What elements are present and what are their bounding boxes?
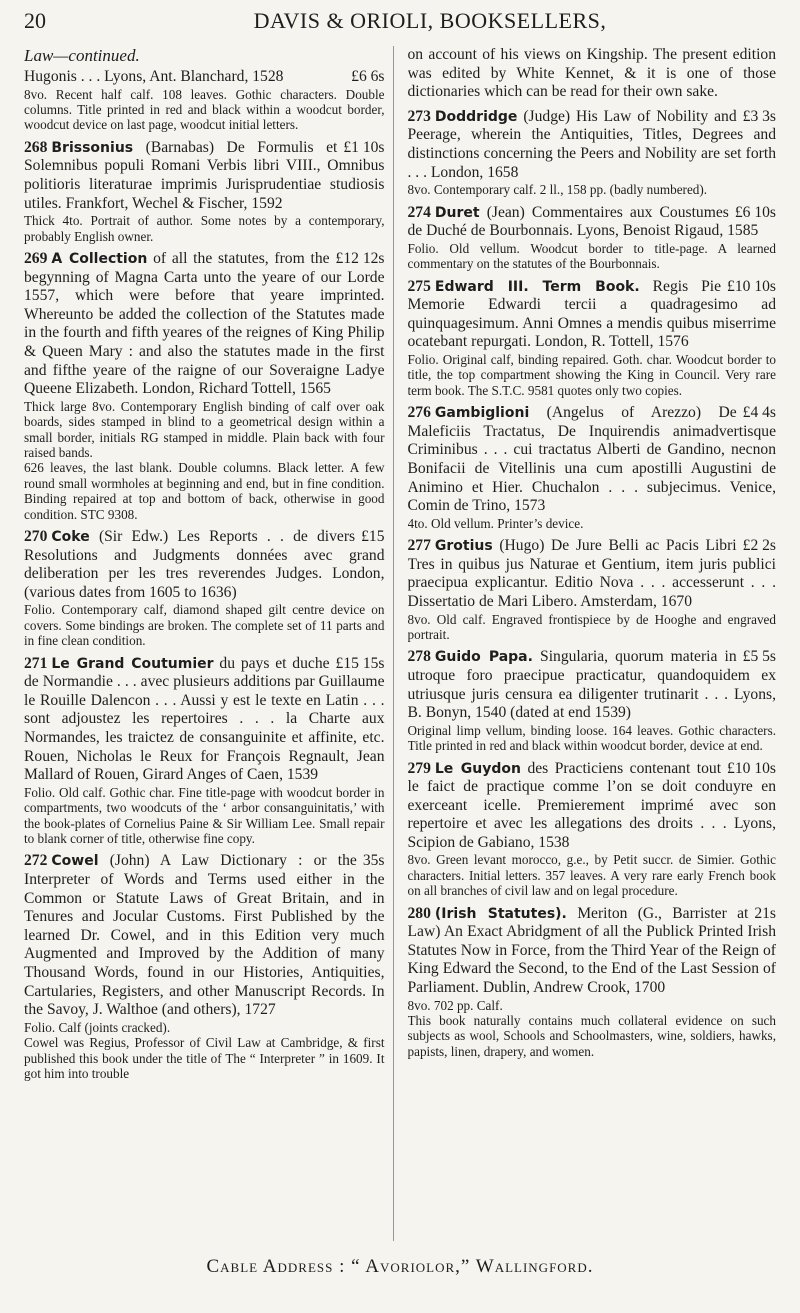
entry-number: 272 [24, 852, 48, 870]
entry-name: Cowel [51, 853, 99, 870]
catalogue-entry [408, 537, 777, 642]
entry-heading [24, 852, 385, 1019]
entry-description: 8vo. Recent half calf. 108 leaves. Gothic characters. Double columns. Title printed in red and black within a woodcut border, woodcut device on last page, woodcut initial letters. [24, 86, 385, 133]
entry-heading [24, 655, 385, 785]
catalogue-entry [24, 139, 385, 244]
entry-name: (Irish Statutes). [434, 905, 567, 922]
entry-title: Singularia, quorum materia in utroque foro praecipue practicatur, quandoquidem ex utriusque juris censura ea diligenter trutinarit . . . Lyons, B. Bonyn, 1540 (dated at end 1539) [407, 648, 776, 722]
entry-name: Brissonius [51, 139, 134, 156]
entry-price: 35s [362, 852, 385, 870]
entry-heading [24, 250, 385, 399]
cable-address-footer: Cable Address : “ Avoriolor,” Wallingford. [206, 1256, 594, 1277]
entry-price: £1 10s [343, 138, 385, 156]
catalogue-entry [24, 655, 385, 847]
entry-price: £15 [361, 528, 385, 545]
entry-heading [408, 648, 777, 722]
entry-price: £4 4s [742, 404, 776, 422]
entry-heading [24, 528, 385, 602]
entry-name: Gambiglioni [434, 405, 530, 422]
entry-description: Thick large 8vo. Contemporary English binding of calf over oak boards, sides stamped in blind to a geometrical design within a small border, initials RG stamped in middle. Plain back with four raised bands. [24, 398, 385, 460]
entry-description: 8vo. 702 pp. Calf. [407, 997, 503, 1013]
entry-title: (Angelus of Arezzo) De Maleficiis Tractatus, De Inquirendis animadvertisque Criminibus . . . cui tractatus Alberti de Gandino, necnon Bonifacii de Vitellinis una cum apostilli Augustini de Animino et Hier. Chuchalon . . . subjecimus. Venice, Comin de Trino, 1573 [407, 404, 776, 515]
running-head: DAVIS & ORIOLI, BOOKSELLERS, [253, 8, 607, 33]
right-column [408, 46, 777, 1241]
right-entry-list [408, 108, 777, 1060]
entry-number: 270 [24, 528, 48, 545]
entry-description: Thick 4to. Portrait of author. Some notes by a contemporary, probably English owner. [24, 213, 385, 244]
left-column [24, 46, 394, 1241]
entry-description: Folio. Original calf, binding repaired. Goth. char. Woodcut border to title, the top compartment showing the King in Council. Very rare term book. The S.T.C. 9581 quotes only two copies. [407, 351, 776, 398]
entry-name: Doddridge [434, 108, 518, 125]
entry-number: 276 [407, 404, 431, 422]
entry-name: Coke [51, 529, 90, 545]
entry-price: £5 5s [742, 648, 776, 666]
continued-text: on account of his views on Kingship. The present edition was edited by White Kennet, & it is one of those dictionaries which can be read for their own sake. [407, 46, 776, 101]
entry-heading [408, 537, 777, 611]
entry-title: (Barnabas) De Formulis et Solemnibus populi Romani Verbis libri VIII., Omnibus politioris literaturae imprimis Jurisprudentiae studiosis utiles. Frankfort, Wechel & Fischer, 1592 [24, 138, 385, 212]
entry-price: £10 10s [727, 759, 776, 777]
entry-number: 280 [407, 904, 431, 922]
entry-number: 274 [407, 203, 431, 221]
page-header [24, 8, 776, 38]
entry-price: £10 10s [727, 277, 776, 295]
entry-description: 8vo. Contemporary calf. 2 ll., 158 pp. (badly numbered). [407, 182, 708, 198]
entry-title: (Jean) Commentaires aux Coustumes de Duché de Bourbonnais. Lyons, Benoist Rigaud, 1585 [407, 203, 759, 240]
entry-title: (John) A Law Dictionary : or the Interpreter of Words and Terms used either in the Common or Statute Laws of Great Britain, and in Tenures and Jocular Customs. First Published by the learned Dr. Cowel, and in this Edition very much Augmented and Improved by the Addition of many Thousand Words, found in our Histories, Antiquities, Cartularies, Registers, and other Manuscript Records. In the Savoy, J. Walthoe (and others), 1727 [24, 852, 385, 1019]
page-number: 20 [24, 8, 46, 33]
entry-heading [24, 139, 385, 213]
entry-title: (Judge) His Law of Nobility and Peerage, wherein the Antiquities, Titles, Degrees and distinctions concerning the Peers and Nobility are set forth . . . London, 1658 [407, 107, 776, 181]
section-heading: Law—continued. [24, 46, 140, 65]
entry-price: £6 10s [734, 203, 776, 221]
catalogue-entry [24, 852, 385, 1081]
entry-price: £15 15s [335, 654, 385, 672]
entry-title: (Hugo) De Jure Belli ac Pacis Libri Tres in quibus jus Naturae et Gentium, item juris publici praecipua explicantur. Editio Nova . . . accesserunt . . . Dissertatio de Mari Libero. Amsterdam, 1670 [407, 537, 776, 610]
catalogue-entry [408, 204, 777, 272]
entry-title: des Practiciens contenant tout le faict de practique comme l’on se doit conduyre en exerceant icelle. Premierement imprimé avec son repertoire et avec les allegations des droits . . . Lyons, Scipion de Gabiano, 1538 [407, 759, 776, 851]
entry-heading [408, 108, 777, 182]
entry-number: 271 [24, 654, 48, 672]
catalogue-entry [24, 250, 385, 522]
catalogue-entry [408, 648, 777, 753]
entry-description: 8vo. Green levant morocco, g.e., by Petit succr. de Simier. Gothic characters. Initial letters. 357 leaves. A very rare early French book on all branches of civil law and on legal procedure. [407, 852, 776, 899]
entry-name: Edward III. Term Book. [434, 278, 640, 295]
entry-number: 273 [407, 107, 431, 125]
entry-price: £12 12s [335, 250, 385, 267]
entry-title: Regis Pie Memorie Edwardi tercii a quadragesimo ad quinquagesimum. Anni Omnes a mendis quibus miserrime ocatebant repurgati. London, R. Tottell, 1576 [407, 277, 776, 351]
entry-description: Folio. Calf (joints cracked). [24, 1019, 171, 1035]
catalogue-entry [408, 760, 777, 899]
entry-heading [24, 68, 385, 87]
entry-note: This book naturally contains much collateral evidence on such subjects as wool, Schools and Schoolmasters, wine, soldiers, hawks, papists, linen, drapery, and women. [407, 1013, 776, 1059]
entry-name: Grotius [434, 538, 493, 555]
entry-heading [408, 404, 777, 516]
entry-name: Guido Papa. [434, 649, 533, 666]
entry-number: 268 [24, 138, 48, 156]
entry-heading [408, 760, 777, 853]
entry-note: 626 leaves, the last blank. Double columns. Black letter. A few round small wormholes at beginning and end, but in fine condition. Binding repaired at top and bottom of back, otherwise in good condition. STC 9308. [24, 460, 385, 522]
entry-number: 275 [407, 277, 431, 295]
entry-name: Le Guydon [434, 760, 521, 777]
catalogue-entry [408, 404, 777, 531]
entry-name: Le Grand Coutumier [51, 655, 214, 672]
entry-description: 8vo. Old calf. Engraved frontispiece by de Hooghe and engraved portrait. [407, 611, 776, 642]
entry-price: £2 2s [742, 537, 776, 555]
entry-price: £3 3s [742, 107, 776, 125]
catalogue-entry [24, 68, 385, 133]
entry-description: 4to. Old vellum. Printer’s device. [407, 515, 584, 531]
entry-title: Meriton (G., Barrister at Law) An Exact Abridgment of all the Publick Printed Irish Statutes Now in Force, from the Third Year of the Reign of King Edward the Second, to the End of the Last Session of Parliament. Dublin, Andrew Crook, 1700 [407, 904, 776, 997]
entry-price: £6 6s [351, 68, 385, 85]
entry-title: Hugonis . . . Lyons, Ant. Blanchard, 1528 [24, 68, 284, 85]
entry-number: 278 [407, 648, 431, 666]
two-column-body [24, 46, 776, 1241]
left-entry-list [24, 68, 385, 1081]
entry-description: Original limp vellum, binding loose. 164 leaves. Gothic characters. Title printed in red and black within woodcut border, device at end. [407, 722, 776, 754]
entry-description: Folio. Old calf. Gothic char. Fine title-page with woodcut border in compartments, two woodcuts of the ‘ arbor consanguinitatis,’ with the book-plates of Cornelius Paine & Sir William Lee. Small repair to blank corner of title, otherwise fine copy. [24, 784, 385, 846]
entry-name: A Collection [51, 251, 148, 267]
entry-number: 277 [407, 537, 431, 555]
entry-title: (Sir Edw.) Les Reports . . de divers Resolutions and Judgments données avec grand deliberation per les tres reverendes Judges. London, (various dates from 1605 to 1636) [24, 528, 385, 601]
catalogue-entry [408, 278, 777, 399]
entry-description: Folio. Old vellum. Woodcut border to title-page. A learned commentary on the statutes of the Bourbonnais. [407, 240, 776, 272]
entry-price: 21s [754, 904, 776, 922]
catalogue-entry [408, 108, 777, 198]
entry-title: du pays et duche de Normandie . . . avec plusieurs additions par Guillaume le Rouille Dalencon . . . Aussi y est le texte en Latin . . . sont adjoustez les repertoires . . . la Charte aux Normandes, les traictez de consanguinite et affinite, etc. Rouen, Nicholas le Reux for François Regnault, Jean Mallard of Rouen, Girard Anges of Caen, 1539 [24, 654, 385, 784]
entry-note: Cowel was Regius, Professor of Civil Law at Cambridge, & first published this book under the title of The “ Interpreter ” in 1609. It got him into trouble [24, 1035, 385, 1081]
entry-heading [408, 204, 777, 241]
entry-number: 269 [24, 250, 48, 267]
catalogue-entry [408, 905, 777, 1060]
entry-description: Folio. Contemporary calf, diamond shaped gilt centre device on covers. Some bindings are broken. The complete set of 11 parts and in fine clean condition. [24, 602, 385, 649]
entry-heading [408, 905, 777, 998]
entry-name: Duret [434, 204, 480, 221]
entry-number: 279 [407, 759, 431, 777]
entry-title: of all the statutes, from the begynning of Magna Carta unto the yeare of our Lorde 1557, which were before that yeare imprinted. Whereunto be added the collection of the Statutes made in the fourth and fifth yeares of the reignes of King Philip & Queen Mary : and also the statutes made in the first and fifthe yeare of the raigne of our Soveraigne Ladye Queene Elizabeth. London, Richard Tottell, 1565 [24, 250, 385, 398]
entry-heading [408, 278, 777, 352]
catalogue-entry [24, 528, 385, 649]
